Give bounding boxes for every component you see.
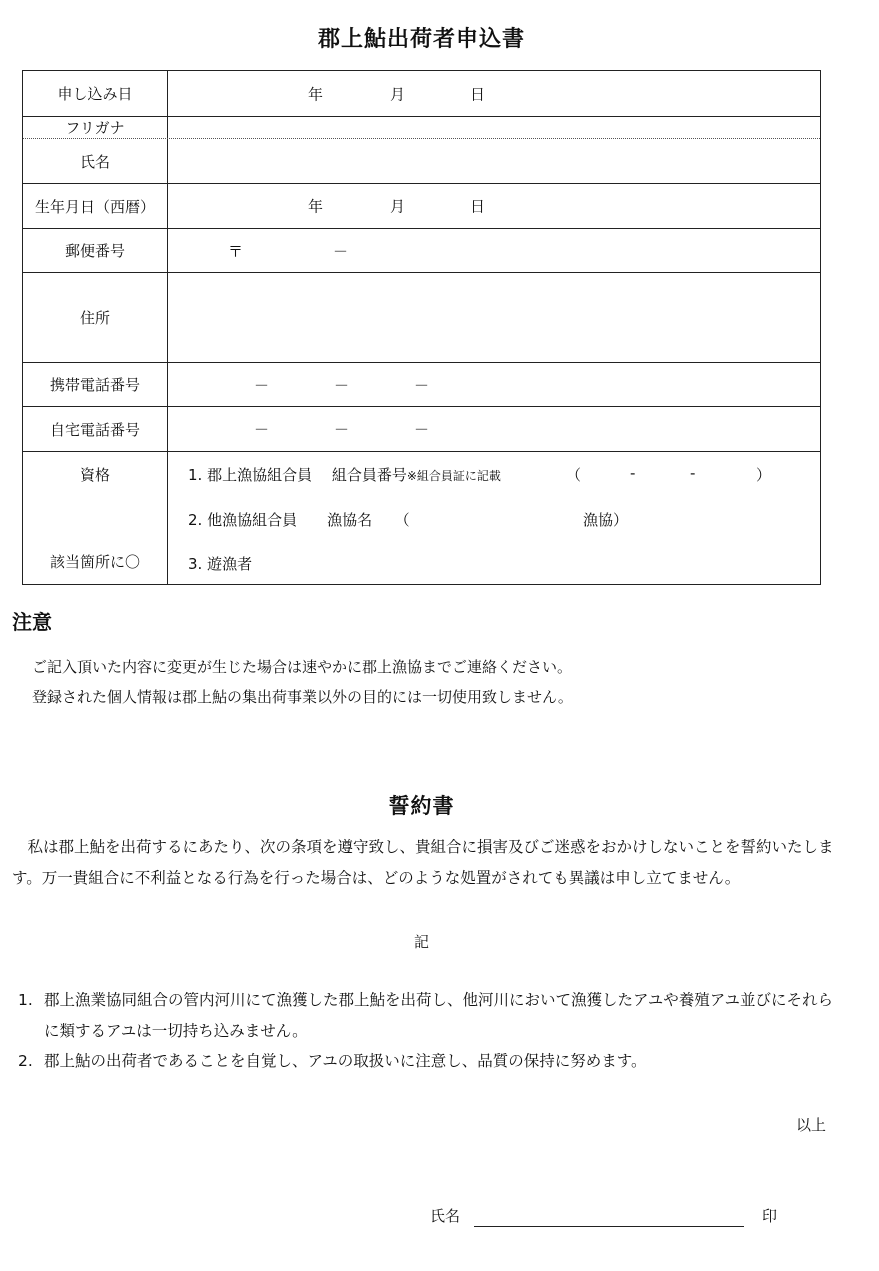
year-unit: 年 xyxy=(308,197,324,216)
postal-dash: － xyxy=(333,242,349,260)
home-phone-field[interactable] xyxy=(168,407,820,451)
member-card-note: ※組合員証に記載 xyxy=(406,469,501,483)
row-qualification xyxy=(23,451,820,584)
option-other-coop[interactable]: 2. 他漁協組合員 漁協名 （ 漁協） xyxy=(188,511,629,529)
phone-dash: － xyxy=(334,376,350,394)
name-label: 氏名 xyxy=(23,139,168,183)
home-phone-label: 自宅電話番号 xyxy=(23,407,168,451)
day-unit: 日 xyxy=(470,85,486,103)
birthdate-field[interactable] xyxy=(168,184,820,228)
row-mobile xyxy=(23,362,820,406)
qualification-sublabel: 該当箇所に〇 xyxy=(49,553,140,571)
pledge-item-1 xyxy=(18,985,833,1047)
phone-dash: － xyxy=(254,420,270,439)
ijou-text: 以上 xyxy=(796,1116,827,1134)
phone-dash: － xyxy=(414,420,430,439)
option-recreational[interactable]: 3. 遊漁者 xyxy=(188,555,253,573)
row-name xyxy=(23,138,820,183)
day-unit: 日 xyxy=(470,197,486,216)
caution-line-2: 登録された個人情報は郡上鮎の集出荷事業以外の目的には一切使用致しません。 xyxy=(32,688,573,706)
furigana-label: フリガナ xyxy=(23,117,168,138)
application-date-label: 申し込み日 xyxy=(23,71,168,116)
item-number: 2. xyxy=(18,1052,33,1070)
name-field[interactable] xyxy=(168,139,820,183)
month-unit: 月 xyxy=(390,85,406,103)
paren-open: （ xyxy=(566,466,582,484)
caution-heading: 注意 xyxy=(12,610,52,634)
phone-dash: － xyxy=(254,376,270,394)
row-address xyxy=(23,272,820,362)
pledge-paragraph: 私は郡上鮎を出荷するにあたり、次の条項を遵守致し、貴組合に損害及びご迷惑をおかけしないことを誓約いたします。万一貴組合に不利益となる行為を行った場合は、どのような処置がされても異議は申し立てません。 xyxy=(12,838,834,887)
year-unit: 年 xyxy=(308,85,324,103)
coop-suffix: 漁協） xyxy=(583,511,629,529)
seal-mark: 印 xyxy=(762,1207,778,1225)
birthdate-label: 生年月日（西暦） xyxy=(23,184,168,228)
address-field[interactable] xyxy=(168,273,820,362)
phone-dash: － xyxy=(334,420,350,439)
ki-heading: 記 xyxy=(413,933,429,951)
option-member[interactable]: 1. 郡上漁協組合員 組合員番号※組合員証に記載 （ - - ） xyxy=(188,464,772,484)
qualification-label-cell xyxy=(23,452,168,584)
row-furigana xyxy=(23,116,820,138)
page-title: 郡上鮎出荷者申込書 xyxy=(317,27,525,52)
item-text: 郡上漁業協同組合の管内河川にて漁獲した郡上鮎を出荷し、他河川において漁獲したアユや養殖アユ並びにそれらに類するアユは一切持ち込みません。 xyxy=(44,991,833,1040)
qualification-label: 資格 xyxy=(79,466,110,484)
item-text: 郡上鮎の出荷者であることを自覚し、アユの取扱いに注意し、品質の保持に努めます。 xyxy=(44,1052,647,1070)
caution-line-1: ご記入頂いた内容に変更が生じた場合は速やかに郡上漁協までご連絡ください。 xyxy=(32,658,573,676)
signature-line[interactable] xyxy=(474,1226,744,1227)
address-label: 住所 xyxy=(23,273,168,362)
phone-dash: － xyxy=(414,376,430,394)
row-postal xyxy=(23,228,820,272)
postal-mark: 〒 xyxy=(228,242,244,260)
row-application-date xyxy=(23,71,820,116)
row-birthdate xyxy=(23,183,820,228)
row-home-phone xyxy=(23,406,820,451)
pledge-title: 誓約書 xyxy=(388,794,455,818)
signature-label: 氏名 xyxy=(430,1207,461,1225)
application-date-field[interactable] xyxy=(168,71,820,116)
application-form xyxy=(22,70,821,585)
item-number: 1. xyxy=(18,991,33,1009)
month-unit: 月 xyxy=(390,197,406,216)
pledge-item-2 xyxy=(18,1046,833,1077)
member-number-dash: - xyxy=(630,464,636,482)
mobile-field[interactable] xyxy=(168,363,820,406)
mobile-label: 携帯電話番号 xyxy=(23,363,168,406)
qualification-options xyxy=(168,452,820,584)
postal-field[interactable] xyxy=(168,229,820,272)
postal-label: 郵便番号 xyxy=(23,229,168,272)
paren-close: ） xyxy=(756,466,772,484)
member-number-dash: - xyxy=(690,464,696,482)
furigana-field[interactable] xyxy=(168,117,820,138)
